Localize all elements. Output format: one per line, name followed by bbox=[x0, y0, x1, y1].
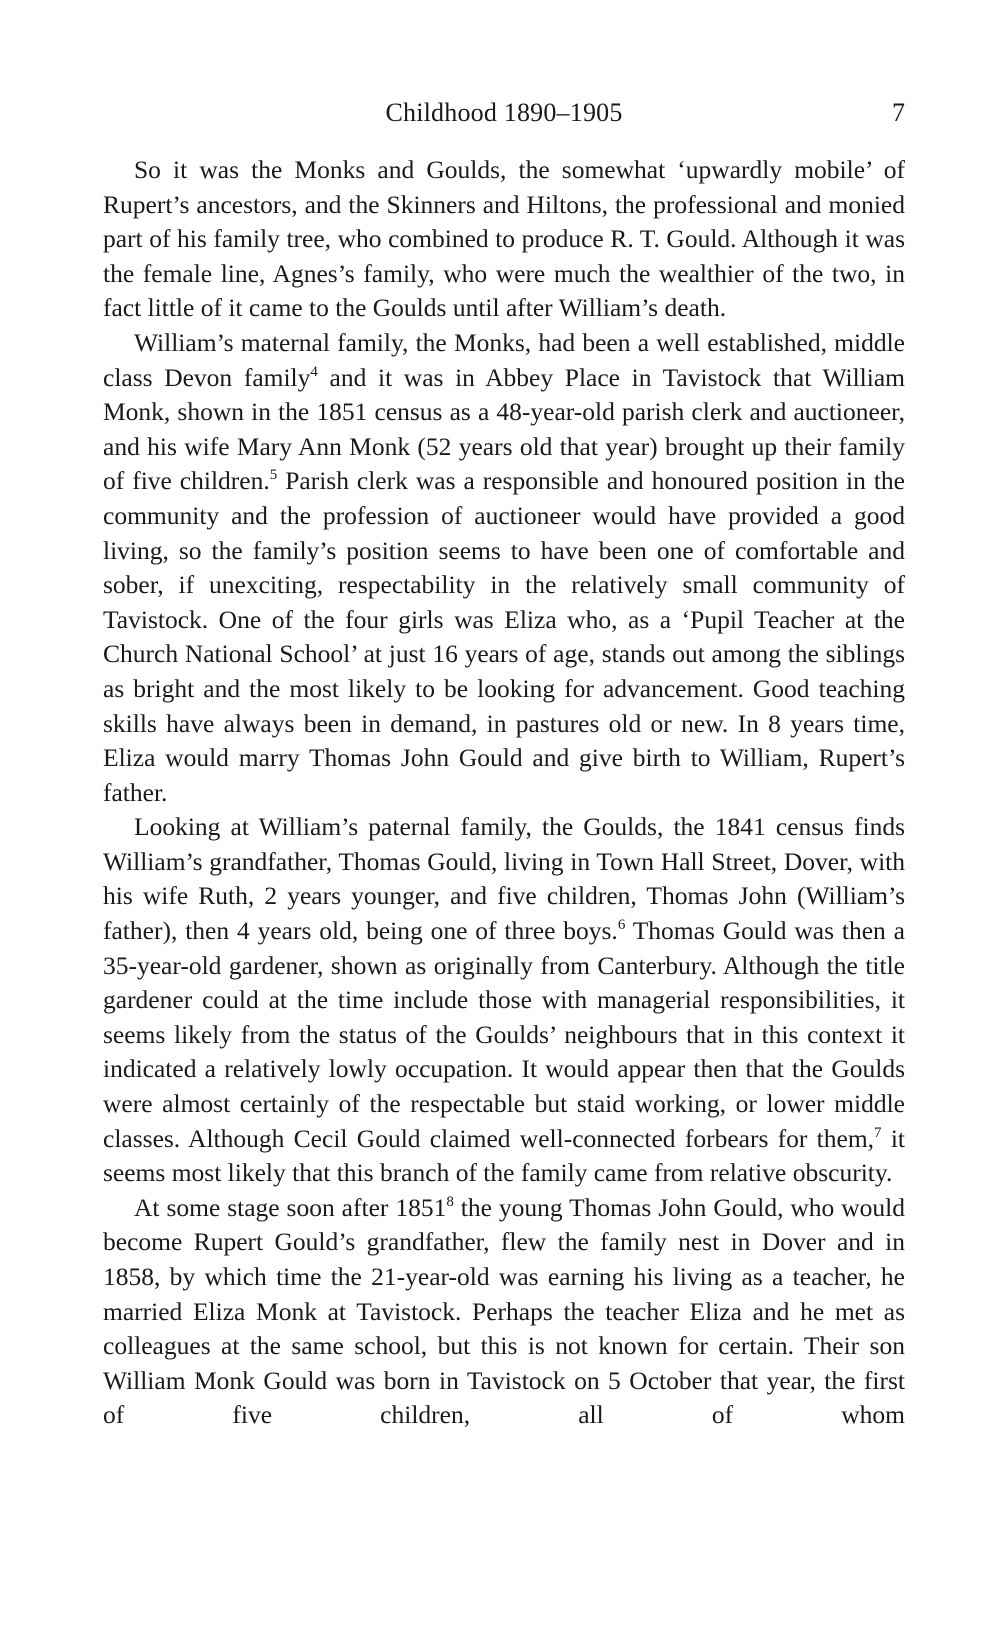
paragraph bbox=[103, 153, 905, 326]
paragraph-text: Parish clerk was a responsible and honoured position in the community and the profession of auctioneer would have provided a good living, so the family’s position seems to have been one of comfortable and sober, if unexciting, respectability in the relatively small community of Tavistock. One of the four girls was Eliza who, as a ‘Pupil Teacher at the Church National School’ at just 16 years of age, stands out among the siblings as bright and the most likely to be looking for advancement. Good teaching skills have always been in demand, in pastures old or new. In 8 years time, Eliza would marry Thomas John Gould and give birth to William, Rupert’s father. bbox=[103, 466, 905, 807]
footnote-marker: 7 bbox=[874, 1124, 882, 1141]
paragraph-text: and it was in Abbey Place in Tavistock that William Monk, shown in the 1851 census as a 48-year-old parish clerk and auctioneer, and his wife Mary Ann Monk (52 years old that year) brought up their family of five children. bbox=[103, 362, 905, 496]
footnote-marker: 6 bbox=[617, 917, 626, 934]
paragraph bbox=[103, 1191, 905, 1433]
paragraph-text: William’s maternal family, the Monks, had been a well established, middle class Devon family bbox=[103, 327, 905, 392]
chapter-title: Childhood 1890–1905 bbox=[385, 98, 623, 127]
body-text bbox=[103, 153, 905, 1433]
paragraph-text: the young Thomas John Gould, who would become Rupert Gould’s grandfather, flew the family nest in Dover and in 1858, by which time the 21-year-old was earning his living as a teacher, he married Eliza Monk at Tavistock. Perhaps the teacher Eliza and he met as colleagues at the same school, but this is not known for certain. Their son William Monk Gould was born in Tavistock on 5 October that year, the first of five children, all of whom bbox=[103, 1192, 905, 1430]
paragraph bbox=[103, 810, 905, 1191]
paragraph bbox=[103, 326, 905, 810]
paragraph-text: it seems most likely that this branch of the family came from relative obscurity. bbox=[103, 1123, 905, 1188]
running-head bbox=[103, 96, 905, 130]
page-number: 7 bbox=[892, 98, 905, 127]
paragraph-text: So it was the Monks and Goulds, the somewhat ‘upwardly mobile’ of Rupert’s ancestors, and the Skinners and Hiltons, the professional and monied part of his family tree, who combined to produce R. T. Gould. Although it was the female line, Agnes’s family, who were much the wealthier of the two, in fact little of it came to the Goulds until after William’s death. bbox=[103, 155, 905, 323]
footnote-marker: 4 bbox=[310, 363, 318, 380]
footnote-marker: 8 bbox=[446, 1193, 454, 1210]
paragraph-text: Thomas Gould was then a 35-year-old gardener, shown as originally from Canterbury. Although the title gardener could at the time include those with managerial responsibilities, it seems likely from the status of the Goulds’ neighbours that in this context it indicated a relatively lowly occupation. It would appear then that the Goulds were almost certainly of the respectable but staid working, or lower middle classes. Although Cecil Gould claimed well-connected forbears for them, bbox=[103, 916, 905, 1153]
footnote-marker: 5 bbox=[269, 467, 278, 484]
paragraph-text: At some stage soon after 1851 bbox=[134, 1192, 447, 1222]
paragraph-text: Looking at William’s paternal family, the Goulds, the 1841 census finds William’s grandfather, Thomas Gould, living in Town Hall Street, Dover, with his wife Ruth, 2 years younger, and five children, Thomas John (William’s father), then 4 years old, being one of three boys. bbox=[103, 812, 905, 946]
